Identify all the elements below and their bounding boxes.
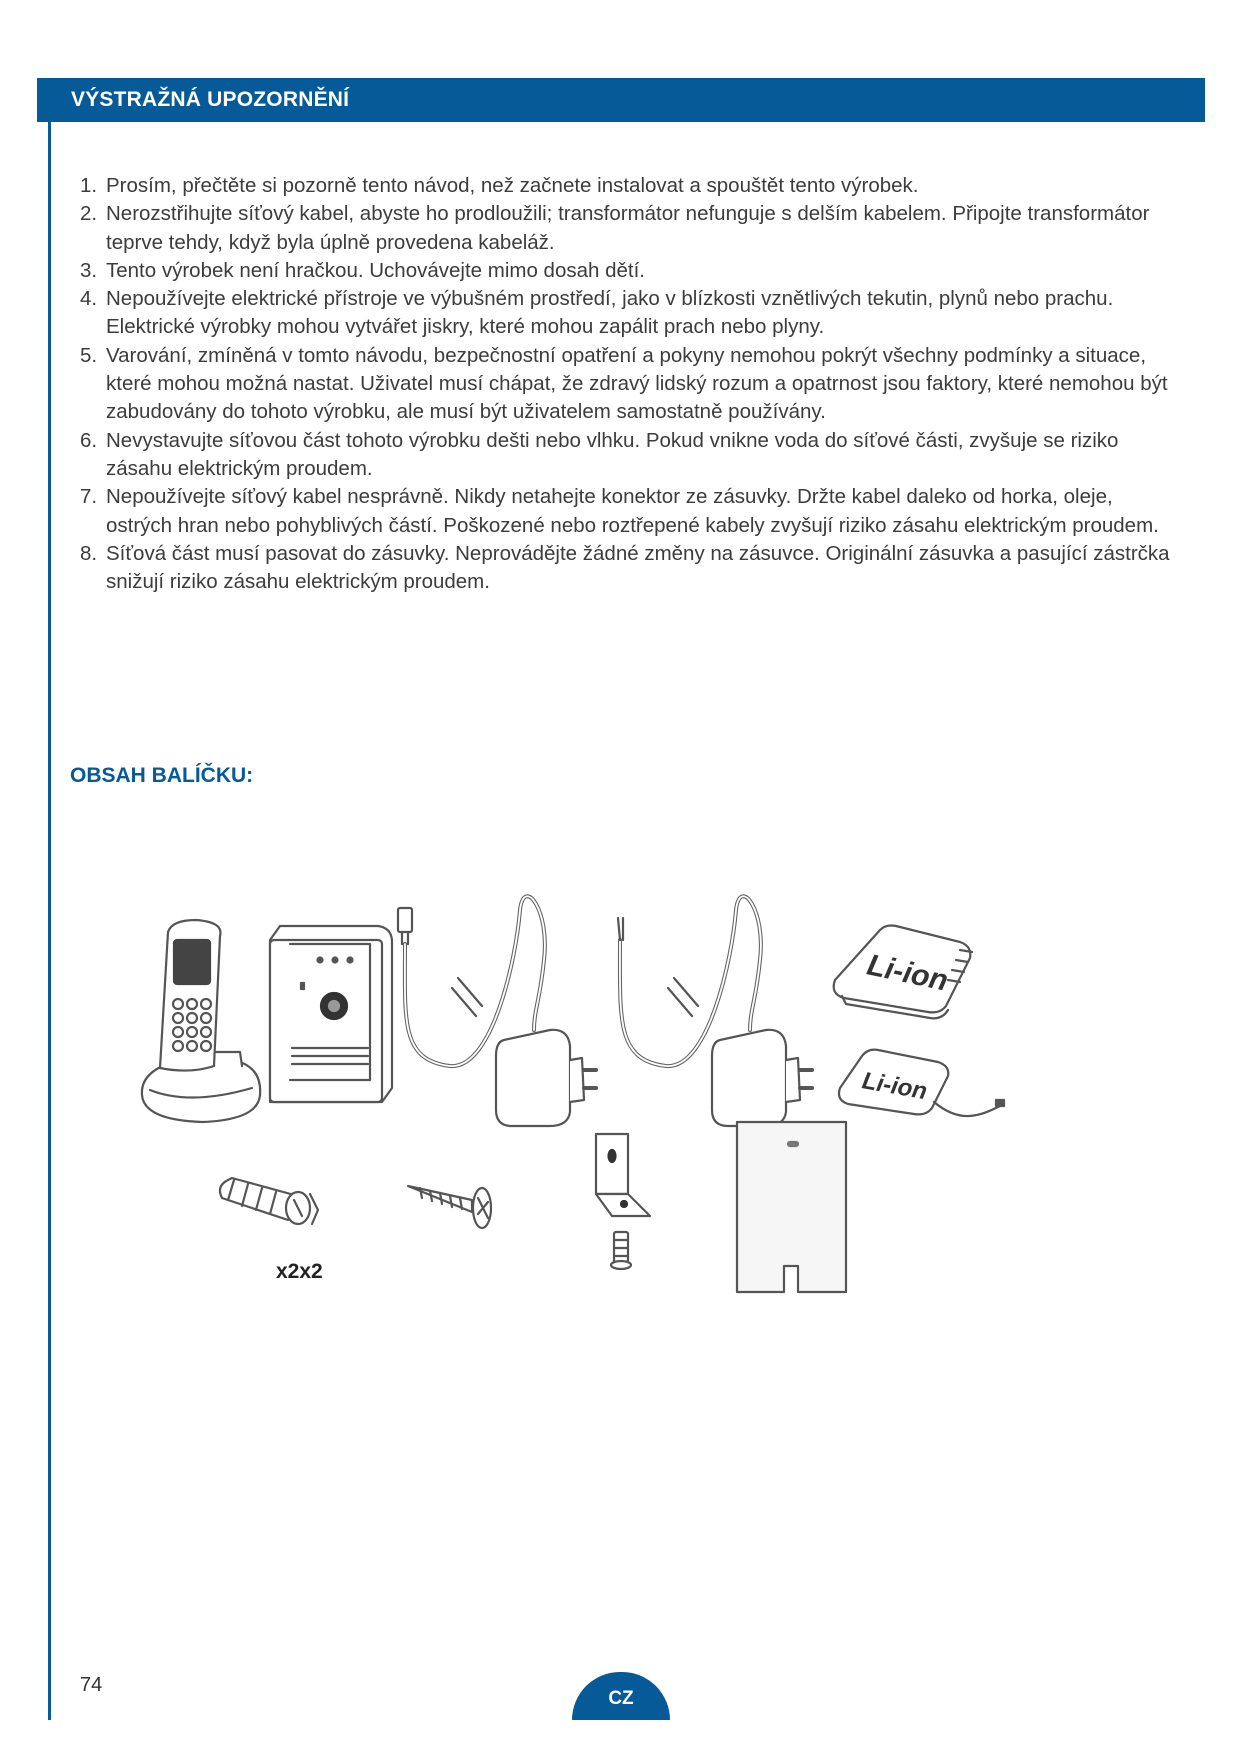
warning-text: Tento výrobek není hračkou. Uchovávejte mimo dosah dětí. bbox=[106, 258, 645, 282]
warning-number: 6. bbox=[80, 428, 98, 452]
left-accent-rule bbox=[48, 122, 51, 1720]
section-title-package-contents: OBSAH BALÍČKU: bbox=[70, 764, 254, 787]
anchor-quantity-label: x2x2 bbox=[276, 1260, 323, 1283]
warning-number: 4. bbox=[80, 287, 98, 311]
screw bbox=[408, 1186, 491, 1228]
warning-text: Nerozstřihujte síťový kabel, abyste ho prodloužili; transformátor nefunguje s delším kabelem. Připojte transformátor teprve tehdy, když byla úplně provedena kabeláž. bbox=[106, 202, 1150, 254]
wall-mounting-plate bbox=[737, 1122, 846, 1292]
warning-number: 2. bbox=[80, 202, 98, 226]
door-station bbox=[270, 926, 392, 1102]
mounting-bracket bbox=[596, 1134, 650, 1269]
warning-item bbox=[70, 172, 1180, 200]
warning-text: Síťová část musí pasovat do zásuvky. Neprovádějte žádné změny na zásuvce. Originální zásuvka a pasující zástrčka snižují riziko zásahu elektrickým proudem. bbox=[106, 541, 1170, 594]
section-header-warnings: VÝSTRAŽNÁ UPOZORNĚNÍ bbox=[37, 78, 1205, 122]
wall-anchor bbox=[220, 1178, 318, 1224]
warning-text: Nevystavujte síťovou část tohoto výrobku dešti nebo vlhku. Pokud vnikne voda do síťové části, zvyšuje se riziko zásahu elektrickým proudem. bbox=[106, 428, 1119, 480]
power-adapter-bare-wire bbox=[618, 896, 812, 1126]
warning-number: 5. bbox=[80, 343, 98, 367]
package-contents-illustration bbox=[120, 880, 1140, 1350]
li-ion-battery-large bbox=[834, 926, 972, 1019]
warning-item bbox=[70, 427, 1180, 484]
warning-text: Nepoužívejte síťový kabel nesprávně. Nikdy netahejte konektor ze zásuvky. Držte kabel daleko od horka, oleje, ostrých hran nebo pohyblivých částí. Poškozené nebo roztřepené kabely zvyšují riziko zásahu elektrickým proudem. bbox=[106, 485, 1159, 537]
warning-item bbox=[70, 483, 1180, 540]
page-number: 74 bbox=[80, 1674, 103, 1696]
warning-item bbox=[70, 200, 1180, 257]
warning-number: 7. bbox=[80, 485, 98, 509]
warnings-list bbox=[70, 172, 1180, 596]
warning-item bbox=[70, 342, 1180, 427]
li-ion-battery-small bbox=[839, 1050, 1004, 1116]
warning-item bbox=[70, 257, 1180, 285]
warning-text: Varování, zmíněná v tomto návodu, bezpečnostní opatření a pokyny nemohou pokrýt všechny podmínky a situace, které mohou možná nastat. Uživatel musí chápat, že zdravý lidský rozum a opatrnost jsou faktory, které nemohou být zabudovány do tohoto výrobku, ale musí být uživatelem samostatně používány. bbox=[106, 343, 1168, 424]
warning-number: 3. bbox=[80, 258, 98, 282]
battery-label-large: Li-ion bbox=[864, 948, 951, 998]
warning-text: Nepoužívejte elektrické přístroje ve výbušném prostředí, jako v blízkosti vznětlivých tekutin, plynů nebo prachu. Elektrické výrobky mohou vytvářet jiskry, které mohou zapálit prach nebo plyny. bbox=[106, 287, 1114, 339]
language-tab: CZ bbox=[572, 1672, 670, 1720]
warning-number: 1. bbox=[80, 174, 98, 197]
handset-with-cradle bbox=[142, 920, 260, 1122]
warning-number: 8. bbox=[80, 541, 98, 565]
warning-text: Prosím, přečtěte si pozorně tento návod, než začnete instalovat a spouštět tento výrobek. bbox=[106, 174, 919, 197]
warning-item bbox=[70, 540, 1180, 597]
battery-label-small: Li-ion bbox=[860, 1067, 930, 1106]
power-adapter-usb bbox=[398, 896, 596, 1126]
warning-item bbox=[70, 285, 1180, 342]
